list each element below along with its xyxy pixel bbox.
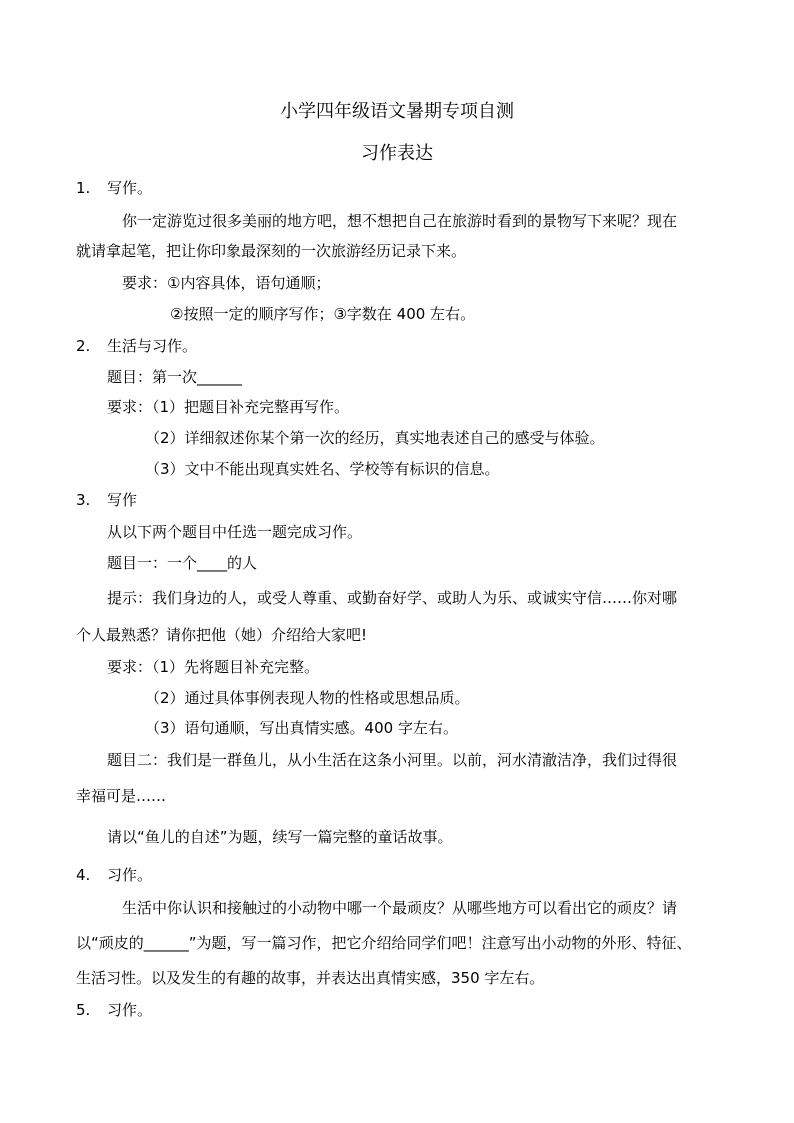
page-title: 小学四年级语文暑期专项自测 — [280, 101, 514, 122]
q2-requirement-3: （3）文中不能出现真实姓名、学校等有标识的信息。 — [145, 460, 500, 478]
q3-topic-1: 题目一：一个____的人 — [107, 554, 258, 572]
q2-requirement-2: （2）详细叙述你某个第一次的经历，真实地表述自己的感受与体验。 — [145, 429, 605, 447]
q1-heading: 写作。 — [107, 179, 153, 197]
q3-topic-2-line1: 题目二：我们是一群鱼儿，从小生活在这条小河里。以前，河水清澈洁净，我们过得很 — [107, 751, 678, 769]
q1-body-line2: 就请拿起笔，把让你印象最深刻的一次旅游经历记录下来。 — [76, 242, 467, 260]
q1-number: 1. — [76, 179, 91, 197]
q3-requirement-2: （2）通过具体事例表现人物的性格或思想品质。 — [145, 689, 470, 707]
q3-hint-line2: 个人最熟悉？请你把他（她）介绍给大家吧! — [76, 626, 368, 644]
q3-intro: 从以下两个题目中任选一题完成习作。 — [107, 523, 363, 541]
q4-heading: 习作。 — [107, 866, 153, 884]
q3-heading: 写作 — [107, 491, 138, 509]
q1-requirement-2: ②按照一定的顺序写作；③字数在 400 左右。 — [170, 305, 476, 323]
q4-body-line1: 生活中你认识和接触过的小动物中哪一个最顽皮？从哪些地方可以看出它的顽皮？请 — [122, 899, 678, 917]
q2-topic: 题目：第一次______ — [107, 368, 243, 386]
q3-requirement-1: 要求：（1）先将题目补充完整。 — [107, 658, 320, 676]
q5-number: 5. — [76, 1001, 91, 1019]
q3-topic-2-line2: 幸福可是…… — [76, 787, 167, 805]
q2-heading: 生活与习作。 — [107, 337, 198, 355]
q4-body-line3: 生活习性。以及发生的有趣的故事，并表达出真情实感，350 字左右。 — [76, 969, 545, 987]
q4-body-line2: 以“顽皮的______”为题，写一篇习作，把它介绍给同学们吧！注意写出小动物的外形、特征、 — [76, 934, 692, 952]
q3-number: 3. — [76, 491, 91, 509]
page-subtitle: 习作表达 — [361, 143, 433, 164]
q1-body-line1: 你一定游览过很多美丽的地方吧，想不想把自己在旅游时看到的景物写下来呢？现在 — [122, 212, 678, 230]
q3-hint-line1: 提示：我们身边的人，或受人尊重、或勤奋好学、或助人为乐、或诚实守信……你对哪 — [107, 589, 678, 607]
q1-requirement-1: 要求：①内容具体，语句通顺； — [122, 274, 331, 292]
q3-requirement-3: （3）语句通顺，写出真情实感。400 字左右。 — [145, 719, 458, 737]
q4-number: 4. — [76, 866, 91, 884]
q5-heading: 习作。 — [107, 1001, 153, 1019]
q2-requirement-1: 要求：（1）把题目补充完整再写作。 — [107, 398, 350, 416]
q3-topic-2-line3: 请以“鱼儿的自述”为题，续写一篇完整的童话故事。 — [107, 828, 453, 846]
q2-number: 2. — [76, 337, 91, 355]
